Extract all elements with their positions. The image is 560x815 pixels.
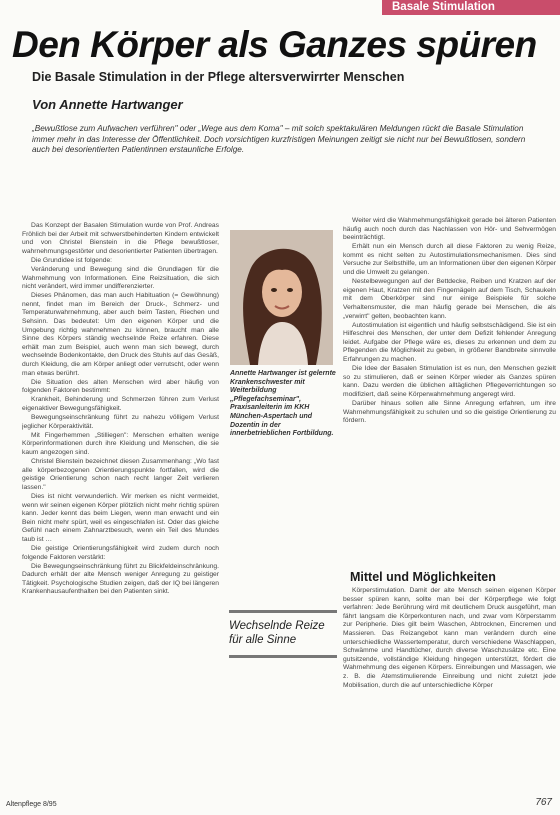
paragraph: Das Konzept der Basalen Stimulation wurde von Prof. Andreas Fröhlich bei der Arbeit mit schwerstbehinderten Kindern entwickelt und von Christel Bienstein in die Pflege bewußtloser, wahrnehmungsgestörter und desorientierter Patienten übertragen. bbox=[22, 222, 219, 255]
paragraph: Die Grundidee ist folgende: bbox=[31, 256, 113, 264]
paragraph: Die Situation des alten Menschen wird aber häufig von folgenden Faktoren bestimmt: bbox=[22, 378, 219, 395]
paragraph: Weiter wird die Wahrnehmungsfähigkeit gerade bei älteren Patienten häufig auch noch durch das Nachlassen von Hör- und Sehvermögen beeinträchtigt. bbox=[343, 217, 556, 242]
author-photo bbox=[230, 230, 333, 365]
pull-quote: Wechselnde Reize für alle Sinne bbox=[229, 610, 337, 658]
paragraph: Dieses Phänomen, das man auch Habituation (= Gewöhnung) nennt, findet man im Bereich der Druck-, Schmerz- und Temperaturwahrnehmung, aber auch beim Tasten, Riechen und Sehsinn. Das bedeutet: Um den eigenen Körper und die Umgebung richtig wahrnehmen zu können, braucht man alle Sinne des Körpers ständig wechselnde Reize erfahren. Diese erhält man zum Beispiel, auch wenn man sich bewegt, durch wechselnde Bodenkontakte, den Druck des Stuhls auf das Gesäß, durch Kleidung, die am Körper anliegt oder verrutscht, oder wenn man etwas berührt. bbox=[22, 292, 219, 377]
page-title: Den Körper als Ganzes spüren bbox=[12, 24, 537, 65]
paragraph: Dies ist nicht verwunderlich. Wir merken es nicht vermeidet, wenn wir seinen eigenen Körper plötzlich nicht mehr richtig spüren kann. Jeder kennt das beim Liegen, wenn man erwacht und ein Bein nicht mehr spürt, weil es eingeschlafen ist. Oder das gleiche Gefühl nach einem Zahnarztbesuch, wenn ein Teil des Mundes taub ist … bbox=[22, 492, 219, 543]
paragraph: Nestelbewegungen auf der Bettdecke, Reiben und Kratzen auf der eigenen Haut, Kratzen mit den Fingernägeln auf dem Tisch, Schaukeln mit dem Oberkörper sind nur einige Beispiele für solche Verhaltensmuster, die man häufig gerade bei Menschen, die als „verwirrt" gelten, beobachten kann. bbox=[343, 278, 556, 320]
paragraph: Die Bewegungseinschränkung führt zu Blickfeldeinschränkung. Dadurch erhält der alte Mensch weniger Anregung zu geistiger Tätigkeit. Psychologische Studien zeigen, daß der IQ bei längeren Krankenhausaufenthalten bei den Patienten sinkt. bbox=[22, 562, 219, 596]
paragraph: Bewegungseinschränkung führt zu nahezu völligem Verlust jeglicher Körperaktivität. bbox=[22, 414, 219, 430]
page-footer: Altenpflege 8/95 bbox=[6, 801, 57, 808]
paragraph: Die geistige Orientierungsfähigkeit wird zudem durch noch folgende Faktoren verstärkt: bbox=[22, 544, 219, 561]
body-column-right bbox=[343, 217, 556, 575]
body-column-left bbox=[22, 222, 219, 790]
section-rubric: Basale Stimulation bbox=[382, 0, 560, 15]
paragraph: Autostimulation ist eigentlich und häufig selbstschädigend. Sie ist ein Hilfeschrei des Menschen, der unter dem Defizit fehlender Anregung leidet. Aufgabe der Pflege wäre es, dieses zu erkennen und dem zu Pflegenden die Möglichkeit zu geben, in größerer Bandbreite sinnvolle Erfahrungen zu machen. bbox=[343, 321, 556, 363]
section-heading: Mittel und Möglichkeiten bbox=[350, 570, 496, 584]
photo-caption: Annette Hartwanger ist gelernte Krankenschwester mit Weiterbildung „Pflegefachseminar", Praxisanleiterin im KKH München-Aspertach und Dozentin in der innerbetrieblichen Fortbildung. bbox=[230, 370, 336, 438]
paragraph: Christel Bienstein bezeichnet diesen Zusammenhang: „Wo fast alle körperbezogenen Orientierungspunkte fortfallen, wird die geistige Orientierung schon nach recht langer Zeit verlieren lassen." bbox=[22, 458, 219, 491]
paragraph: Veränderung und Bewegung sind die Grundlagen für die Wahrnehmung von Informationen. Eine Reizsituation, die sich nicht verändert, wird immer undifferenzierter. bbox=[22, 265, 219, 291]
paragraph: Erhält nun ein Mensch durch all diese Faktoren zu wenig Reize, kommt es nicht selten zu Autostimulationsmechanismen. Dies sind Versuche zur Selbsthilfe, um an Informationen über den eigenen Körper und die Umwelt zu gelangen. bbox=[343, 243, 556, 277]
paragraph: Krankheit, Behinderung und Schmerzen führen zum Verlust eigenaktiver Bewegungsfähigkeit. bbox=[22, 396, 219, 412]
paragraph: Die Idee der Basalen Stimulation ist es nun, den Menschen gezielt so zu stimulieren, daß er seinen Körper wieder als Ganzes spüren kann. Dazu werden die üblichen alltäglichen Pflegeverrichtungen so modifiziert, daß seine Körperwahrnehmung angeregt wird. bbox=[343, 365, 556, 398]
portrait-image bbox=[230, 230, 333, 365]
author-byline: Von Annette Hartwanger bbox=[32, 97, 183, 112]
paragraph: Körperstimulation. Damit der alte Mensch seinen eigenen Körper besser spüren kann, sollte man bei der Körperpflege wie folgt verfahren: Jede Berührung wird mit deutlichem Druck ausgeführt, man fährt langsam die Körperkonturen nach, und zwar vom Körperstamm zur Peripherie. Dies gilt beim Waschen, Abtrocknen, Eincremen und Massieren. Das Reizangebot kann man verändern durch eine unterschiedliche Wassertemperatur, durch verschiedene Waschlappen, Schwämme und Handtücher, durch diverse Waschzusätze etc. Eine gutsitzende, vollständige Kleidung hingegen unterstützt, fördert die Wahrnehmung des eigenen Körpers. Einreibungen und Massagen, wie z. B. die Atemstimulierende Einreibung und nicht zuletzt jede Mobilisation, durch die auf unterschiedliche Körper bbox=[343, 587, 556, 689]
paragraph: Mit Fingerhemmen „Stilliegen": Menschen erhalten wenige Körperinformationen durch ihre Kleidung und Menschen, die sie kaum angezogen sind. bbox=[22, 431, 219, 456]
lead-paragraph: „Bewußtlose zum Aufwachen verführen" oder „Wege aus dem Koma" – mit solch spektakulären Meldungen rückt die Basale Stimulation immer mehr in das Interesse der Öffentlichkeit. Doch vorsichtigen kurzfristigen Meinungen zeitigt sie nicht nur bei Bewußtlosen, sondern auch bei desorientierten Patientinnen erstaunliche Erfolge. bbox=[32, 124, 526, 155]
body-column-right-lower bbox=[343, 587, 556, 809]
paragraph: Darüber hinaus sollen alle Sinne Anregung erfahren, um ihre Wahrnehmungsfähigkeit zu schulen und so die geistige Orientierung zu fördern. bbox=[343, 399, 556, 425]
subtitle: Die Basale Stimulation in der Pflege altersverwirrter Menschen bbox=[32, 70, 405, 84]
page-number: 767 bbox=[535, 797, 552, 808]
